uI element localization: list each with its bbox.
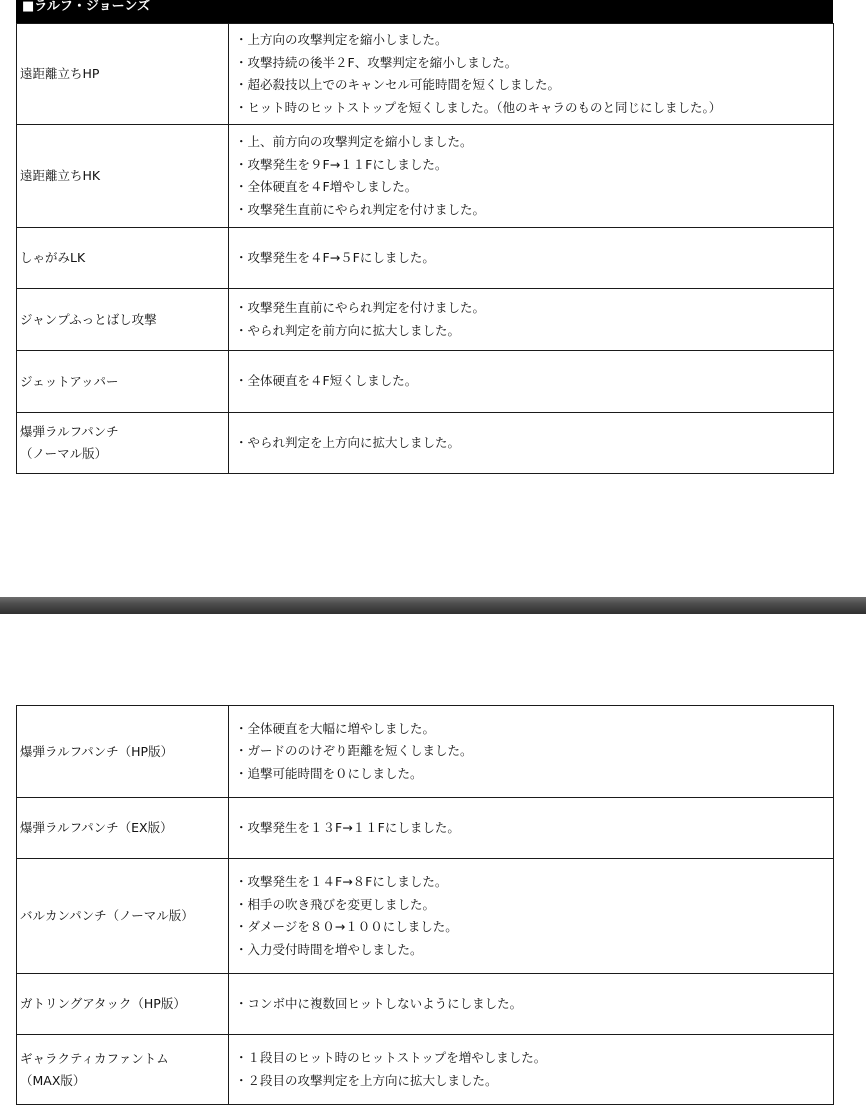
page-divider-bar (0, 597, 866, 614)
table-row (17, 228, 834, 289)
change-note: ・上、前方向の攻撃判定を縮小しました。 (235, 134, 473, 149)
change-note: ・攻撃持続の後半２F、攻撃判定を縮小しました。 (235, 54, 518, 70)
change-notes-cell (229, 798, 834, 859)
table-row (17, 24, 834, 125)
change-notes-cell (229, 859, 834, 974)
table-row (17, 125, 834, 228)
table-row (17, 859, 834, 974)
change-note: ・相手の吹き飛びを変更しました。 (235, 896, 436, 912)
move-name-cell (17, 1035, 229, 1105)
move-name: （ノーマル版） (20, 446, 108, 461)
move-name: ジャンプふっとばし攻撃 (20, 311, 157, 327)
table-row (17, 706, 834, 798)
move-name: ギャラクティカファントム (20, 1050, 169, 1066)
change-note: ・攻撃発生を９F→１１Fにしました。 (235, 156, 448, 172)
change-notes-cell (229, 289, 834, 351)
move-name: ガトリングアタック（HP版） (20, 996, 186, 1011)
move-name-cell (17, 798, 229, 859)
change-note: ・超必殺技以上でのキャンセル可能時間を短くしました。 (235, 77, 561, 92)
move-name: 遠距離立ちHP (20, 66, 100, 81)
change-note: ・攻撃発生を１３F→１１Fにしました。 (235, 819, 460, 835)
table-row (17, 974, 834, 1035)
move-name-cell (17, 413, 229, 474)
move-name-cell (17, 24, 229, 125)
change-notes-cell (229, 125, 834, 228)
change-note: ・全体硬直を４F増やしました。 (235, 179, 418, 194)
table-row (17, 289, 834, 351)
move-name-cell (17, 125, 229, 228)
change-notes-cell (229, 351, 834, 413)
change-note: ・攻撃発生を４F→５Fにしました。 (235, 249, 435, 265)
move-name-cell (17, 859, 229, 974)
move-name: 遠距離立ちHK (20, 168, 101, 183)
move-name: （MAX版） (20, 1072, 86, 1088)
change-notes-cell (229, 706, 834, 798)
table-row (17, 1035, 834, 1105)
move-name-cell (17, 974, 229, 1035)
change-note: ・全体硬直を４F短くしました。 (235, 373, 418, 389)
table-row (17, 351, 834, 413)
change-notes-cell (229, 1035, 834, 1105)
change-note: ・追撃可能時間を０にしました。 (235, 765, 423, 781)
table-row (17, 798, 834, 859)
change-note: ・攻撃発生直前にやられ判定を付けました。 (235, 201, 486, 217)
change-notes-cell (229, 413, 834, 474)
section-title: ■ラルフ・ジョーンズ (16, 0, 833, 23)
change-note: ・ダメージを８０→１００にしました。 (235, 919, 458, 934)
change-note: ・コンボ中に複数回ヒットしないようにしました。 (235, 995, 523, 1011)
change-notes-cell (229, 24, 834, 125)
change-note: ・１段目のヒット時のヒットストップを増やしました。 (235, 1050, 547, 1065)
changes-table-2 (16, 705, 834, 1105)
change-note: ・攻撃発生直前にやられ判定を付けました。 (235, 300, 486, 315)
change-note: ・２段目の攻撃判定を上方向に拡大しました。 (235, 1072, 498, 1088)
move-name: バルカンパンチ（ノーマル版） (20, 908, 194, 923)
move-name-cell (17, 351, 229, 413)
move-name: しゃがみLK (20, 250, 86, 265)
move-name-cell (17, 228, 229, 289)
change-note: ・入力受付時間を増やしました。 (235, 941, 423, 957)
change-note: ・攻撃発生を１４F→８Fにしました。 (235, 874, 448, 889)
move-name: 爆弾ラルフパンチ（HP版） (20, 743, 174, 759)
move-name-cell (17, 289, 229, 351)
change-note: ・やられ判定を前方向に拡大しました。 (235, 322, 461, 338)
move-name: ジェットアッパー (20, 373, 119, 389)
change-notes-cell (229, 974, 834, 1035)
change-note: ・やられ判定を上方向に拡大しました。 (235, 434, 461, 450)
move-name-cell (17, 706, 229, 798)
change-note: ・上方向の攻撃判定を縮小しました。 (235, 32, 448, 47)
change-note: ・全体硬直を大幅に増やしました。 (235, 720, 436, 736)
move-name: 爆弾ラルフパンチ (20, 424, 119, 439)
changes-table-1 (16, 23, 834, 474)
change-note: ・ヒット時のヒットストップを短くしました。（他のキャラのものと同じにしました。） (235, 99, 722, 115)
table-row (17, 413, 834, 474)
change-note: ・ガードののけぞり距離を短くしました。 (235, 743, 473, 759)
change-notes-cell (229, 228, 834, 289)
move-name: 爆弾ラルフパンチ（EX版） (20, 820, 173, 835)
